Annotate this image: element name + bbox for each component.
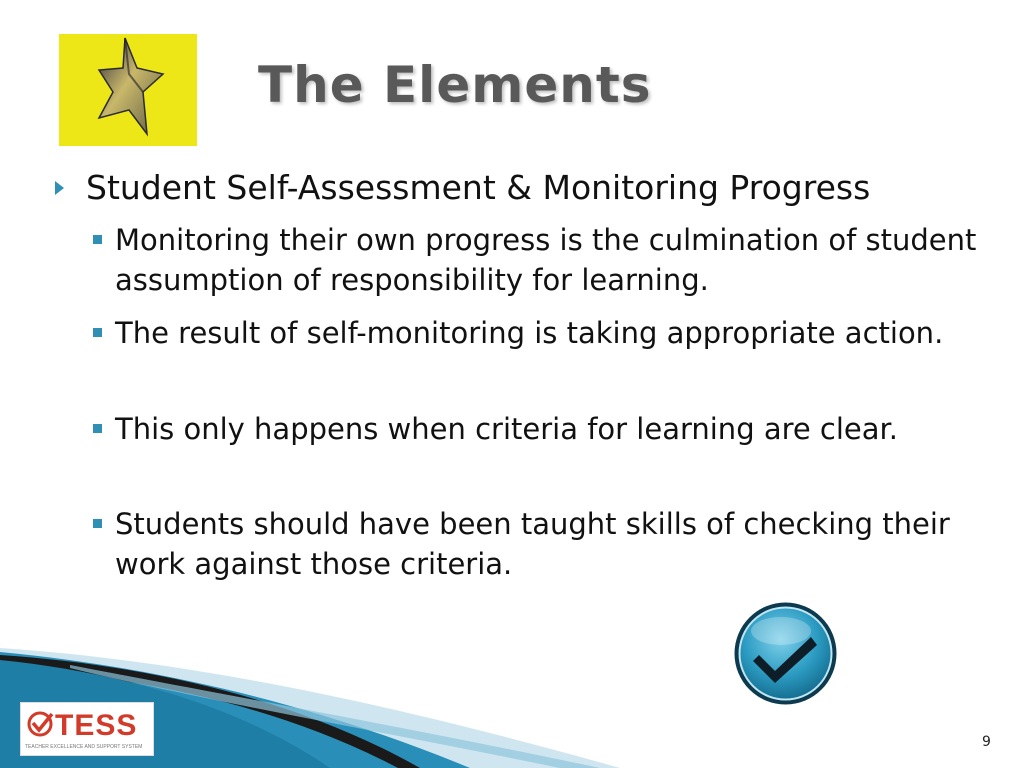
tess-logo-icon xyxy=(26,709,56,739)
square-bullet-icon xyxy=(93,424,102,433)
square-bullet-icon xyxy=(93,519,102,528)
page-number: 9 xyxy=(982,734,991,750)
checkmark-button[interactable] xyxy=(733,601,838,706)
sub-bullet-text: Students should have been taught skills of checking their work against those criteria. xyxy=(115,507,950,581)
slide-title: The Elements xyxy=(258,56,652,114)
triangle-arrow-icon xyxy=(55,181,64,195)
star-image xyxy=(59,34,197,146)
tess-logo-text: TESS xyxy=(55,709,138,742)
square-bullet-icon xyxy=(93,328,102,337)
main-bullet xyxy=(86,168,870,207)
sub-bullet-text: This only happens when criteria for learning are clear. xyxy=(115,412,899,446)
sub-bullet-text: Monitoring their own progress is the culmination of student assumption of responsibility for learning. xyxy=(115,223,977,297)
star-icon xyxy=(59,34,197,146)
tess-logo-tagline: TEACHER EXCELLENCE AND SUPPORT SYSTEM xyxy=(25,744,143,750)
sub-bullet xyxy=(115,409,995,449)
sub-bullet xyxy=(115,220,995,300)
sub-bullet-text: The result of self-monitoring is taking appropriate action. xyxy=(115,316,944,350)
sub-bullet xyxy=(115,313,995,353)
square-bullet-icon xyxy=(93,235,102,244)
main-bullet-text: Student Self-Assessment & Monitoring Progress xyxy=(86,168,871,207)
tess-logo xyxy=(20,702,154,756)
sub-bullet xyxy=(115,504,995,584)
